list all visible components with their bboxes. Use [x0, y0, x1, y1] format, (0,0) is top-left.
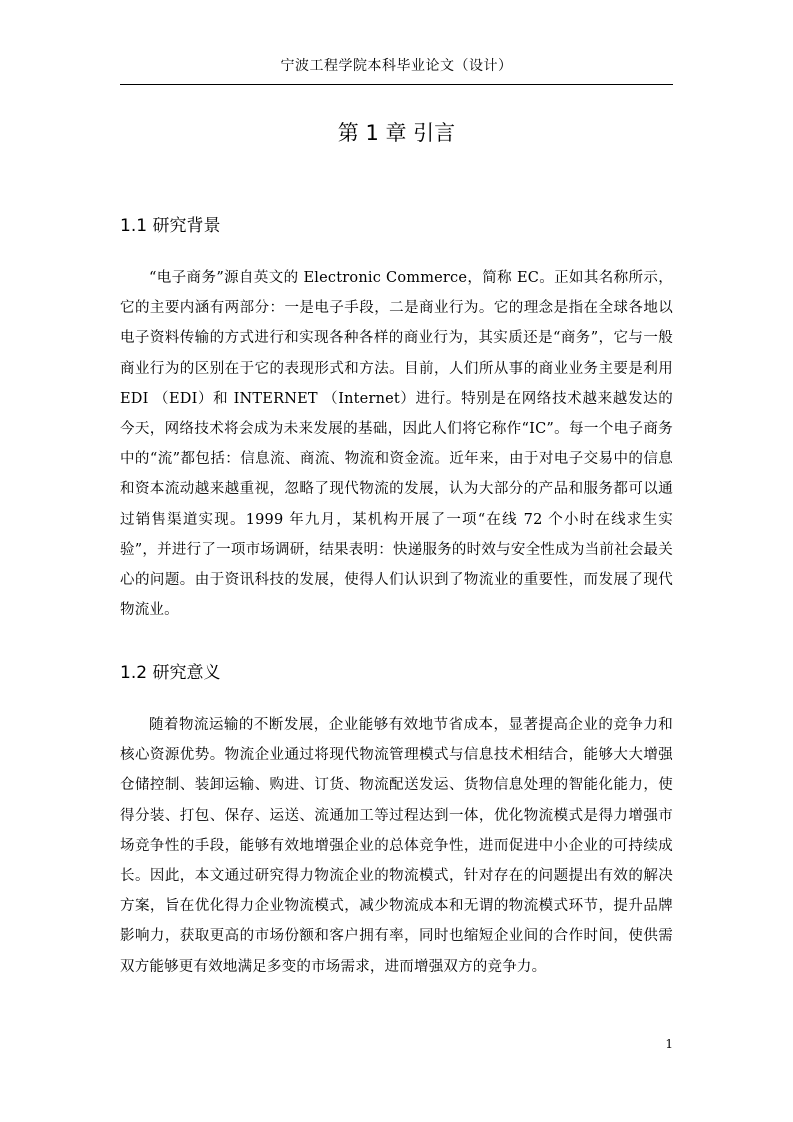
header-rule	[120, 84, 673, 85]
section-heading-significance: 1.2 研究意义	[120, 663, 221, 683]
section-heading-background: 1.1 研究背景	[120, 216, 221, 236]
chapter-title: 第 1 章 引言	[337, 121, 456, 145]
running-header: 宁波工程学院本科毕业论文（设计）	[280, 58, 513, 74]
page-number: 1	[665, 1037, 673, 1051]
paragraph-background: “电子商务”源自英文的 Electronic Commerce，简称 EC。正如其名称所示，它的主要内涵有两部分：一是电子手段，二是商业行为。它的理念是指在全球各地以电子资料传输的方式进行和实现各种各样的商业行为，其实质还是“商务”，它与一般商业行为的区别在于它的表现形式和方法。目前，人们所从事的商业业务主要是利用 EDI （EDI）和 INTERNET （Internet）进行。特别是在网络技术越来越发达的今天，网络技术将会成为未来发展的基础，因此人们将它称作“IC”。每一个电子商务中的“流”都包括：信息流、商流、物流和资金流。近年来，由于对电子交易中的信息和资本流动越来越重视，忽略了现代物流的发展，认为大部分的产品和服务都可以通过销售渠道实现。1999 年九月，某机构开展了一项“在线 72 个小时在线求生实验”，并进行了一项市场调研，结果表明：快递服务的时效与安全性成为当前社会最关心的问题。由于资讯科技的发展，使得人们认识到了物流业的重要性，而发展了现代物流业。	[120, 270, 673, 619]
paragraph-significance: 随着物流运输的不断发展，企业能够有效地节省成本，显著提高企业的竞争力和核心资源优势。物流企业通过将现代物流管理模式与信息技术相结合，能够大大增强仓储控制、装卸运输、购进、订货、物流配送发运、货物信息处理的智能化能力，使得分装、打包、保存、运送、流通加工等过程达到一体，优化物流模式是得力增强市场竞争性的手段，能够有效地增强企业的总体竞争性，进而促进中小企业的可持续成长。因此，本文通过研究得力物流企业的物流模式，针对存在的问题提出有效的解决方案，旨在优化得力企业物流模式，减少物流成本和无谓的物流模式环节，提升品牌影响力，获取更高的市场份额和客户拥有率，同时也缩短企业间的合作时间，使供需双方能够更有效地满足多变的市场需求，进而增强双方的竞争力。	[120, 717, 673, 975]
